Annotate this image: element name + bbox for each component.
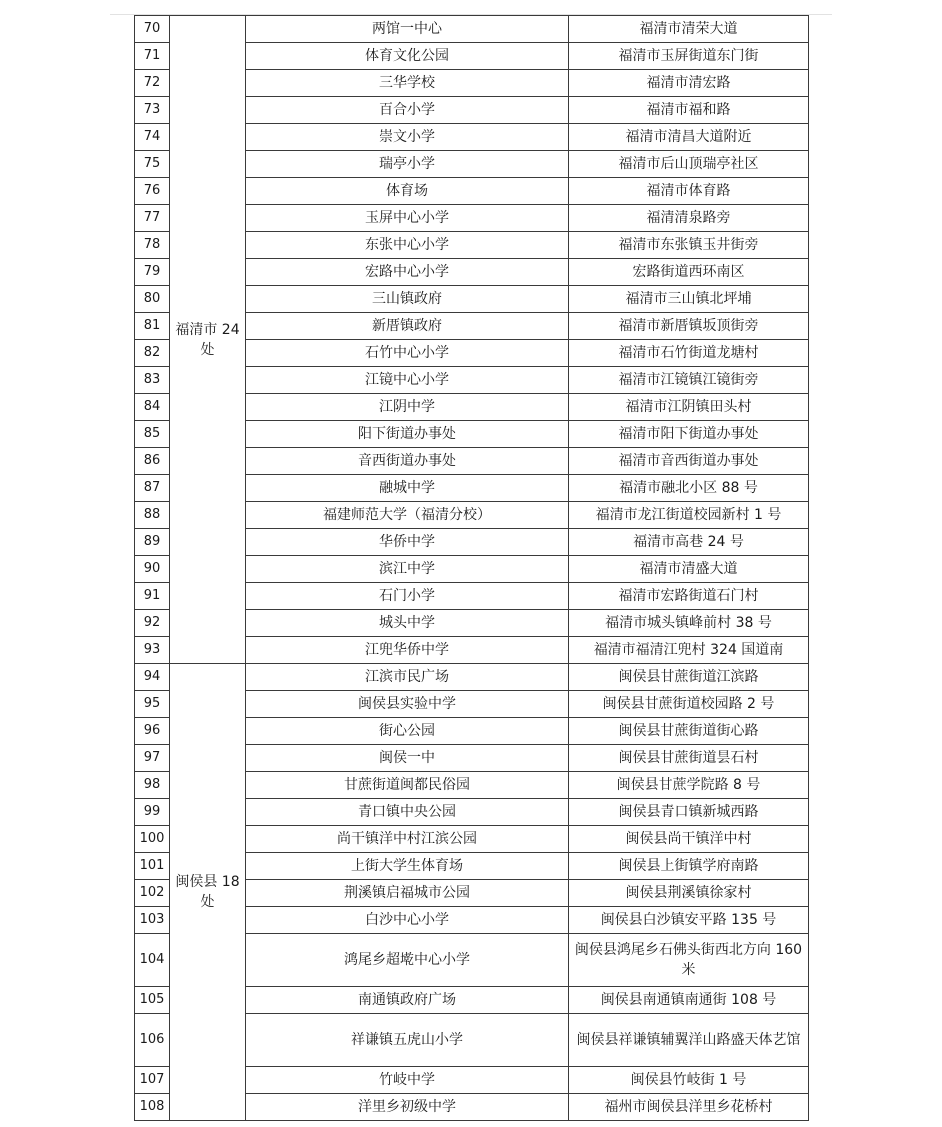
- site-address: 宏路街道西环南区: [569, 259, 809, 286]
- row-number: 86: [135, 448, 170, 475]
- site-address: 闽侯县南通镇南通街 108 号: [569, 987, 809, 1014]
- site-name: 青口镇中央公园: [246, 799, 569, 826]
- site-address: 闽侯县甘蔗街道校园路 2 号: [569, 691, 809, 718]
- site-address: 闽侯县竹岐街 1 号: [569, 1067, 809, 1094]
- site-address: 福清市三山镇北坪埔: [569, 286, 809, 313]
- site-name: 百合小学: [246, 97, 569, 124]
- site-name: 上街大学生体育场: [246, 853, 569, 880]
- site-name: 音西街道办事处: [246, 448, 569, 475]
- site-address: 闽侯县祥谦镇辅翼洋山路盛天体艺馆: [569, 1014, 809, 1067]
- site-name: 体育场: [246, 178, 569, 205]
- site-address: 闽侯县甘蔗学院路 8 号: [569, 772, 809, 799]
- area-cell: 闽侯县 18 处: [170, 664, 246, 1121]
- row-number: 77: [135, 205, 170, 232]
- site-table-body: [135, 16, 809, 1121]
- site-name: 融城中学: [246, 475, 569, 502]
- row-number: 95: [135, 691, 170, 718]
- site-name: 祥谦镇五虎山小学: [246, 1014, 569, 1067]
- site-address: 福清市后山顶瑞亭社区: [569, 151, 809, 178]
- site-address: 福清市阳下街道办事处: [569, 421, 809, 448]
- site-name: 闽侯一中: [246, 745, 569, 772]
- site-address: 福清市江镜镇江镜街旁: [569, 367, 809, 394]
- site-name: 南通镇政府广场: [246, 987, 569, 1014]
- site-name: 阳下街道办事处: [246, 421, 569, 448]
- site-name: 甘蔗街道闽都民俗园: [246, 772, 569, 799]
- site-address: 福清市音西街道办事处: [569, 448, 809, 475]
- row-number: 92: [135, 610, 170, 637]
- site-address: 福清市清宏路: [569, 70, 809, 97]
- site-address: 福清市宏路街道石门村: [569, 583, 809, 610]
- site-name: 瑞亭小学: [246, 151, 569, 178]
- site-address: 福清市清盛大道: [569, 556, 809, 583]
- site-name: 街心公园: [246, 718, 569, 745]
- site-name: 石竹中心小学: [246, 340, 569, 367]
- site-address: 福清市龙江街道校园新村 1 号: [569, 502, 809, 529]
- site-name: 江滨市民广场: [246, 664, 569, 691]
- site-address: 福清市福清江兜村 324 国道南: [569, 637, 809, 664]
- row-number: 70: [135, 16, 170, 43]
- site-name: 滨江中学: [246, 556, 569, 583]
- row-number: 85: [135, 421, 170, 448]
- site-name: 石门小学: [246, 583, 569, 610]
- site-address: 闽侯县甘蔗街道江滨路: [569, 664, 809, 691]
- site-name: 华侨中学: [246, 529, 569, 556]
- site-name: 闽侯县实验中学: [246, 691, 569, 718]
- site-name: 两馆一中心: [246, 16, 569, 43]
- row-number: 93: [135, 637, 170, 664]
- site-address: 闽侯县白沙镇安平路 135 号: [569, 907, 809, 934]
- site-name: 崇文小学: [246, 124, 569, 151]
- site-address: 福清市高巷 24 号: [569, 529, 809, 556]
- site-name: 荆溪镇启福城市公园: [246, 880, 569, 907]
- site-address: 闽侯县青口镇新城西路: [569, 799, 809, 826]
- site-table: [134, 15, 809, 1121]
- site-name: 东张中心小学: [246, 232, 569, 259]
- site-address: 闽侯县甘蔗街道街心路: [569, 718, 809, 745]
- site-name: 福建师范大学（福清分校）: [246, 502, 569, 529]
- row-number: 88: [135, 502, 170, 529]
- row-number: 90: [135, 556, 170, 583]
- site-name: 三山镇政府: [246, 286, 569, 313]
- row-number: 104: [135, 934, 170, 987]
- site-address: 闽侯县尚干镇洋中村: [569, 826, 809, 853]
- site-name: 竹岐中学: [246, 1067, 569, 1094]
- table-row: [135, 16, 809, 43]
- row-number: 75: [135, 151, 170, 178]
- row-number: 87: [135, 475, 170, 502]
- site-name: 城头中学: [246, 610, 569, 637]
- site-address: 福清市体育路: [569, 178, 809, 205]
- row-number: 98: [135, 772, 170, 799]
- row-number: 108: [135, 1094, 170, 1121]
- site-name: 江镜中心小学: [246, 367, 569, 394]
- site-name: 体育文化公园: [246, 43, 569, 70]
- site-address: 福清市城头镇峰前村 38 号: [569, 610, 809, 637]
- site-address: 福州市闽侯县洋里乡花桥村: [569, 1094, 809, 1121]
- site-address: 福清市玉屏街道东门街: [569, 43, 809, 70]
- row-number: 76: [135, 178, 170, 205]
- site-name: 江阴中学: [246, 394, 569, 421]
- site-name: 鸿尾乡超墘中心小学: [246, 934, 569, 987]
- row-number: 99: [135, 799, 170, 826]
- site-address: 福清清泉路旁: [569, 205, 809, 232]
- table-row: [135, 664, 809, 691]
- site-name: 玉屏中心小学: [246, 205, 569, 232]
- row-number: 79: [135, 259, 170, 286]
- row-number: 72: [135, 70, 170, 97]
- row-number: 102: [135, 880, 170, 907]
- row-number: 105: [135, 987, 170, 1014]
- site-address: 福清市东张镇玉井街旁: [569, 232, 809, 259]
- row-number: 106: [135, 1014, 170, 1067]
- row-number: 82: [135, 340, 170, 367]
- row-number: 96: [135, 718, 170, 745]
- site-address: 闽侯县鸿尾乡石佛头街西北方向 160 米: [569, 934, 809, 987]
- row-number: 78: [135, 232, 170, 259]
- row-number: 71: [135, 43, 170, 70]
- row-number: 103: [135, 907, 170, 934]
- site-name: 新厝镇政府: [246, 313, 569, 340]
- row-number: 101: [135, 853, 170, 880]
- site-name: 三华学校: [246, 70, 569, 97]
- row-number: 73: [135, 97, 170, 124]
- row-number: 100: [135, 826, 170, 853]
- area-cell: 福清市 24 处: [170, 16, 246, 664]
- site-address: 闽侯县荆溪镇徐家村: [569, 880, 809, 907]
- site-address: 福清市融北小区 88 号: [569, 475, 809, 502]
- site-name: 宏路中心小学: [246, 259, 569, 286]
- site-address: 福清市清荣大道: [569, 16, 809, 43]
- site-address: 福清市福和路: [569, 97, 809, 124]
- site-name: 尚干镇洋中村江滨公园: [246, 826, 569, 853]
- site-address: 闽侯县甘蔗街道昙石村: [569, 745, 809, 772]
- row-number: 94: [135, 664, 170, 691]
- site-name: 洋里乡初级中学: [246, 1094, 569, 1121]
- row-number: 97: [135, 745, 170, 772]
- row-number: 83: [135, 367, 170, 394]
- site-address: 福清市江阴镇田头村: [569, 394, 809, 421]
- site-address: 福清市新厝镇坂顶街旁: [569, 313, 809, 340]
- site-address: 福清市清昌大道附近: [569, 124, 809, 151]
- site-address: 闽侯县上街镇学府南路: [569, 853, 809, 880]
- row-number: 84: [135, 394, 170, 421]
- row-number: 80: [135, 286, 170, 313]
- row-number: 91: [135, 583, 170, 610]
- row-number: 74: [135, 124, 170, 151]
- row-number: 107: [135, 1067, 170, 1094]
- row-number: 89: [135, 529, 170, 556]
- site-address: 福清市石竹街道龙塘村: [569, 340, 809, 367]
- site-name: 白沙中心小学: [246, 907, 569, 934]
- site-name: 江兜华侨中学: [246, 637, 569, 664]
- row-number: 81: [135, 313, 170, 340]
